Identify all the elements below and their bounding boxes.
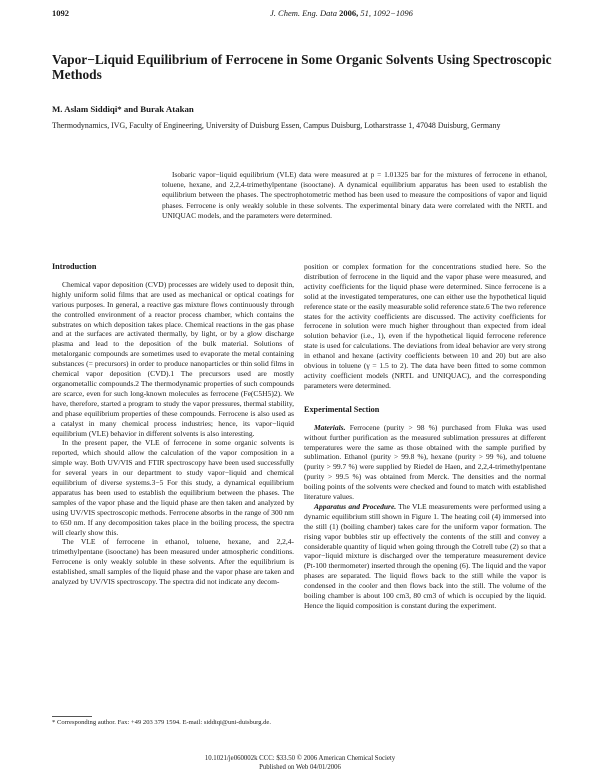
journal-year: 2006, <box>339 8 359 18</box>
materials-text: Ferrocene (purity > 98 %) purchased from Fluka was used without further purification as the measured sublimation pressures at different temperatures were the same as those obtained with the sample purified by sublimation. Ethanol (purity > 99.8 %), hexane (purity > 99 %), and toluene (purity > 99.7 %) were supplied by Riedel de Haen, and 2,2,4-trimethylpentane (purity > 99.5 %) was obtained from Merck. The densities and the normal boiling points of the solvents were checked and found to match with established literature values. <box>304 422 546 502</box>
footnote-rule <box>52 716 92 717</box>
introduction-paragraph-3: The VLE of ferrocene in ethanol, toluene, hexane, and 2,2,4-trimethylpentane (isooctane) has been measured under atmospheric conditions. Ferrocene is only weakly soluble in these solvents. After the equilibrium is established, small samples of the liquid phase and the vapor phase are taken and analyzed by UV/VIS spectroscopy. The spectra did not indicate any decom- <box>52 537 294 587</box>
publication-date-line: Published on Web 04/01/2006 <box>259 764 341 771</box>
article-abstract: Isobaric vapor−liquid equilibrium (VLE) data were measured at p = 1.01325 bar for the mixtures of ferrocene in ethanol, toluene, hexane, and 2,2,4-trimethylpentane (isooctane). A dynamical equilibrium apparatus has been used to establish the equilibrium between the phases. The spectrophotometric method has been used to measure the compositions of vapor and liquid phases. Ferrocene is only weakly soluble in these solvents. The experimental binary data were correlated with the NRTL and UNIQUAC models, and the parameters were determined. <box>162 170 547 220</box>
journal-name: J. Chem. Eng. Data <box>270 8 338 18</box>
introduction-paragraph-continued: position or complex formation for the concentrations studied here. So the distribution of ferrocene in the liquid and the vapor phase were measured, and activity coefficients for the liquid phase were determined. Since ferrocene is a solid at the investigated temperatures, one can either use the hypothetical liquid reference state or the easily measurable solid reference state.6 The two reference states for the activity coefficients are discussed. The activity coefficients for ferrocene in solution were much higher throughout than expected from ideal solution behavior (i.e., 1), even if the hypothetical liquid ferrocene reference state is used for calculations. The deviations from ideal behavior are very strong in ethanol and hexane (activity coefficients between 10 and 20) but are also obvious in toluene (γ = 1.5 to 2). The data have been fitted to some common activity coefficient models (NRTL and UNIQUAC), and the corresponding parameters were determined. <box>304 262 546 390</box>
journal-citation <box>270 8 413 18</box>
right-column <box>304 262 546 611</box>
page-number: 1092 <box>52 8 69 18</box>
introduction-paragraph-1: Chemical vapor deposition (CVD) processes are widely used to deposit thin, highly uniform solid films that are used as mechanical or optical coatings for various purposes. In general, a reactive gas mixture flows continuously through the controlled environment of a reactor process chamber, which contains the substrates on which deposition takes place. Chemical reactions in the gas phase and at the surfaces are activated thermally, by light, or by a glow discharge plasma and lead to the deposition of the bulk material. Solutions of metalorganic compounds are sometimes used to evaporate the metal containing substances (= precursors) in order to produce nanoparticles or thin solid films in chemical vapor deposition (CVD).1 The precursors used are mostly organometallic compounds.2 The thermodynamic properties of such compounds are scarce, even for such long-known molecules as ferrocene (Fe(C5H5)2). We have, therefore, started a program to study the vapor pressures, thermal stability, and phase equilibrium properties of these compounds. Ferrocene is also used as a catalyst in many chemical process industries; hence, its vapor−liquid equilibrium (VLE) behavior in different solvents is also interesting. <box>52 279 294 438</box>
experimental-heading: Experimental Section <box>304 404 380 414</box>
journal-volume-pages: 51, 1092−1096 <box>360 8 413 18</box>
doi-copyright-line: 10.1021/je060002k CCC: $33.50 © 2006 American Chemical Society <box>204 755 396 762</box>
corresponding-author-footnote: * Corresponding author. Fax: +49 203 379 1594. E-mail: siddiqi@uni-duisburg.de. <box>52 719 272 726</box>
article-authors: M. Aslam Siddiqi* and Burak Atakan <box>52 104 194 114</box>
article-affiliation: Thermodynamics, IVG, Faculty of Engineering, University of Duisburg Essen, Campus Duisburg, Lotharstrasse 1, 47048 Duisburg, Germany <box>52 121 501 130</box>
article-title: Vapor−Liquid Equilibrium of Ferrocene in Some Organic Solvents Using Spectroscopic Methods <box>52 52 552 82</box>
apparatus-paragraph <box>304 502 546 611</box>
introduction-paragraph-2: In the present paper, the VLE of ferrocene in some organic solvents is reported, which should allow the calculation of the vapor composition in a simple way. Both UV/VIS and FTIR spectroscopy have been used successfully for several years in our department to study vapor−liquid and chemical equilibrium of diverse systems.3−5 For this study, a dynamical equilibrium apparatus has been used to establish the equilibrium between the phases. The samples of the vapor phase and the liquid phase are then taken and analyzed by using UV/VIS spectroscopic methods. Ferrocene absorbs in the range of 300 nm to 650 nm. If any decomposition takes place in the boiling process, the spectra will clearly show this. <box>52 438 294 537</box>
apparatus-text: The VLE measurements were performed using a dynamic equilibrium still shown in Figure 1. The heating coil (4) immersed into the still (1) (boiling chamber) takes care for the uniform vapor formation. The rising vapor bubbles stir up effectively the contents of the still and convey a considerable quantity of liquid when going through the Cotrell tube (2) so that a vapor−liquid mixture is discharged over the temperature measurement device (Pt-100 thermometer) inserted through the opening (6). The liquid and the vapor phases are separated. The liquid flows back to the still while the vapor is condensed in the cooler and then flows back into the still. The volume of the boiling chamber is about 100 cm3, 80 cm3 of which is occupied by the liquid. Hence the liquid composition is constant during the experiment. <box>304 501 546 610</box>
introduction-heading: Introduction <box>52 262 97 271</box>
materials-paragraph <box>304 423 546 502</box>
apparatus-label: Apparatus and Procedure. <box>314 501 397 511</box>
materials-label: Materials. <box>314 422 346 432</box>
left-column <box>52 262 294 587</box>
